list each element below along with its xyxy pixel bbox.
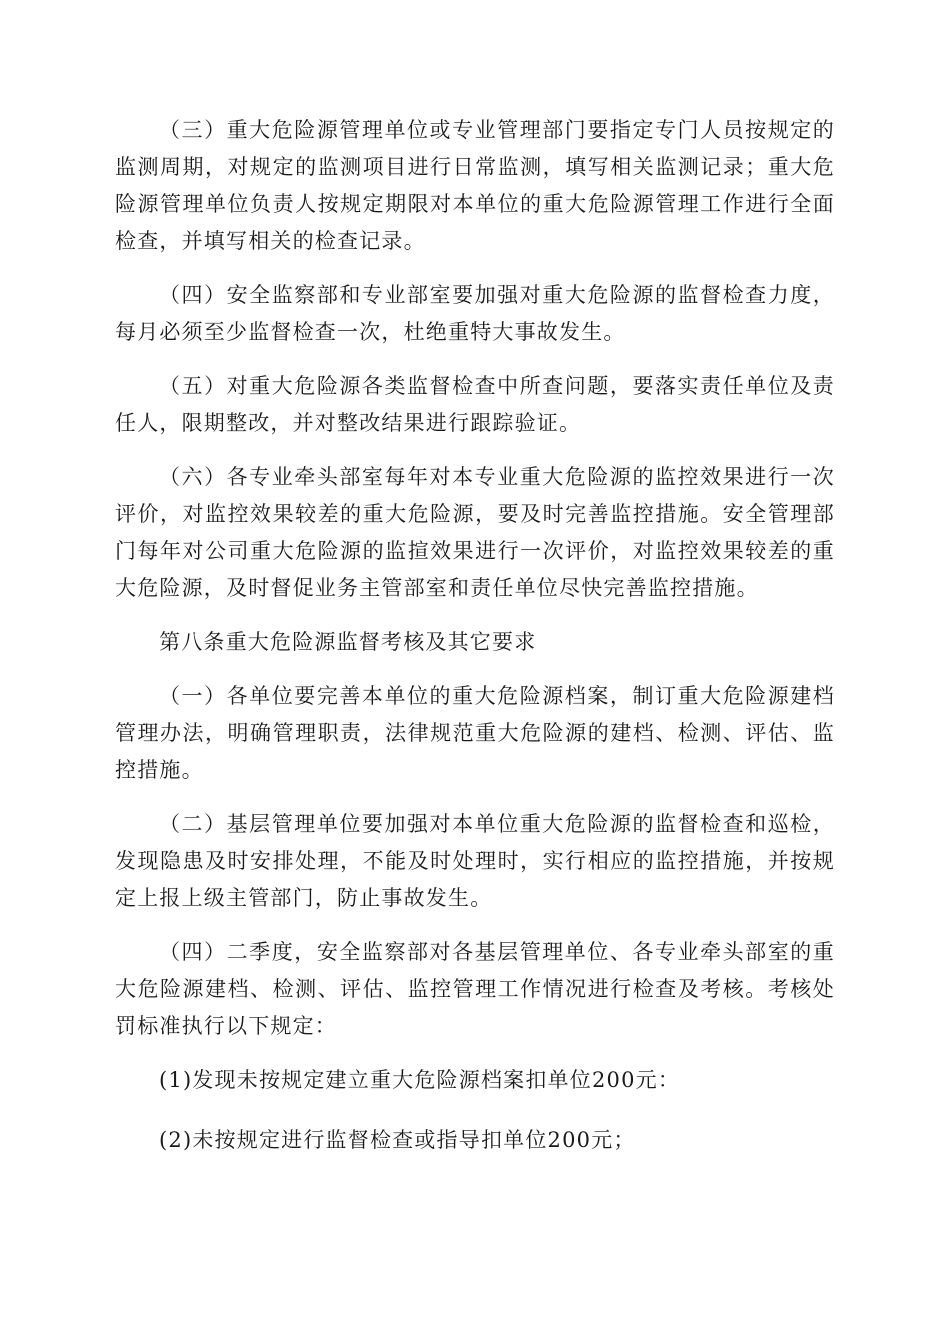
paragraph-assessment: （四）二季度，安全监察部对各基层管理单位、各专业牵头部室的重大危险源建档、检测、评估、监控管理工作情况进行检查及考核。考核处罚标准执行以下规定： (115, 940, 835, 1038)
penalty-item-2: (2)未按规定进行监督检查或指导扣单位200元； (159, 1128, 636, 1152)
paragraph-supervision: （四）安全监察部和专业部室要加强对重大危险源的监督检查力度，每月必须至少监督检查一次，杜绝重特大事故发生。 (115, 283, 835, 344)
document-body (115, 112, 835, 1182)
paragraph-archives: （一）各单位要完善本单位的重大危险源档案，制订重大危险源建档管理办法，明确管理职责，法律规范重大危险源的建档、检测、评估、监控措施。 (115, 684, 835, 782)
article-heading: 第八条重大危险源监督考核及其它要求 (159, 630, 537, 654)
paragraph-evaluation: （六）各专业牵头部室每年对本专业重大危险源的监控效果进行一次评价，对监控效果较差的重大危险源，要及时完善监控措施。安全管理部门每年对公司重大危险源的监揎效果进行一次评价，对监控效果较差的重大危险源，及时督促业务主管部室和责任单位尽快完善监控措施。 (115, 465, 835, 600)
paragraph-monitoring: （三）重大危险源管理单位或专业管理部门要指定专门人员按规定的监测周期，对规定的监测项目进行日常监测，填写相关监测记录；重大危险源管理单位负责人按规定期限对本单位的重大危险源管理工作进行全面检查，并填写相关的检查记录。 (115, 118, 835, 253)
penalty-item-1: (1)发现未按规定建立重大危险源档案扣单位200元： (159, 1068, 681, 1092)
paragraph-rectification: （五）对重大危险源各类监督检查中所查问题，要落实责任单位及责任人，限期整改，并对整改结果进行跟踪验证。 (115, 374, 835, 435)
paragraph-inspection: （二）基层管理单位要加强对本单位重大危险源的监督检查和巡检，发现隐患及时安排处理，不能及时处理时，实行相应的监控措施，并按规定上报上级主管部门，防止事故发生。 (115, 812, 835, 910)
